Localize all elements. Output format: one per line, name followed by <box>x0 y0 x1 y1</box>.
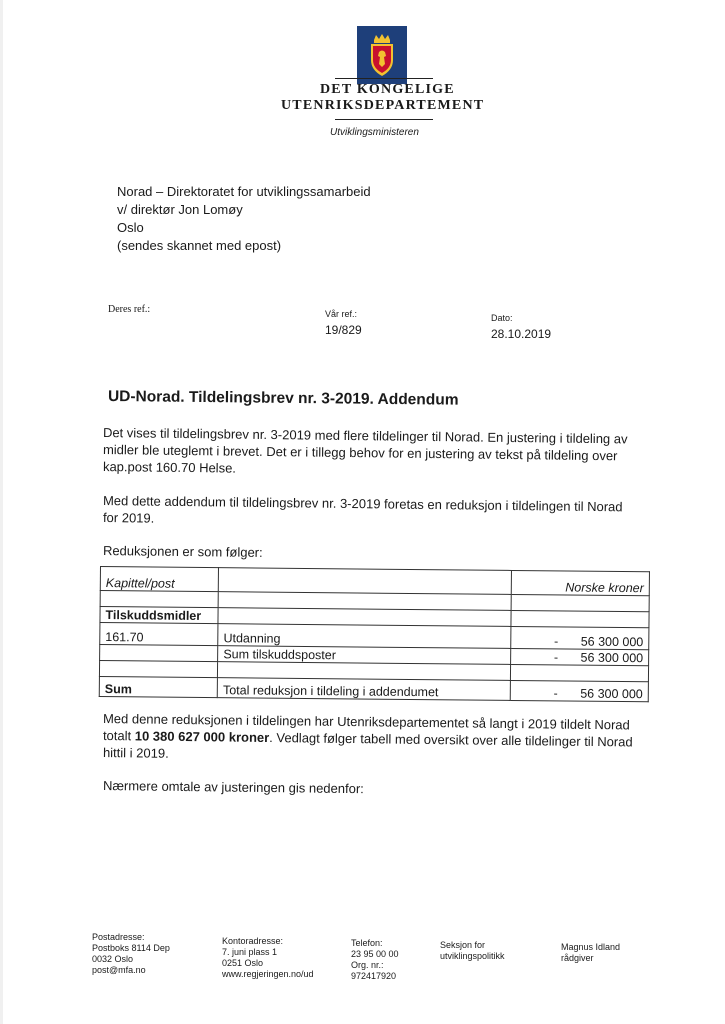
coat-of-arms-icon <box>357 26 407 84</box>
empty-cell <box>100 591 218 608</box>
letterhead-rule-bottom <box>335 119 433 120</box>
paragraph-3: Reduksjonen er som følger: <box>102 543 263 560</box>
footer-postadresse-3: post@mfa.no <box>92 965 146 975</box>
footer-kontor-label: Kontoradresse: <box>222 936 284 946</box>
header-empty <box>218 568 511 595</box>
footer-kontor-1: 7. juni plass 1 <box>222 947 278 957</box>
footer-role: rådgiver <box>561 953 594 963</box>
paragraph-2-line1: Med dette addendum til tildelingsbrev nr. 3-2019 foretas en reduksjon i tildelingen til Norad <box>102 493 623 515</box>
footer-postadresse-1: Postboks 8114 Dep <box>92 943 170 953</box>
dato-value: 28.10.2019 <box>491 327 552 341</box>
row1-desc: Utdanning <box>218 624 511 649</box>
footer-postadresse-label: Postadresse: <box>92 932 145 942</box>
paragraph-2-line2: for 2019. <box>102 510 155 526</box>
row1-amount: 56 300 000 <box>580 634 644 650</box>
footer-telefon-value: 23 95 00 00 <box>351 949 399 959</box>
header-kapittel-post: Kapittel/post <box>100 567 218 592</box>
sum-amount-cell <box>510 680 648 701</box>
empty-cell <box>511 610 649 627</box>
footer-postadresse <box>92 932 170 976</box>
table-row-sum <box>99 676 648 701</box>
dato-label: Dato: <box>491 313 513 323</box>
recipient-line2: v/ direktør Jon Lomøy <box>117 202 243 217</box>
section-label: Tilskuddsmidler <box>100 607 218 624</box>
total-amount: 10 380 627 000 kroner <box>134 728 270 746</box>
row1-amount-cell <box>510 626 648 649</box>
footer-seksjon-2: utviklingspolitikk <box>440 951 505 961</box>
footer-telefon-label: Telefon: <box>351 938 383 948</box>
footer-postadresse-2: 0032 Oslo <box>92 954 134 964</box>
sum-sign: - <box>553 686 558 701</box>
paragraph-4-post: . Vedlagt følger tabell med oversikt over alle tildelinger til Norad <box>269 730 633 750</box>
row2-desc: Sum tilskuddsposter <box>218 646 511 665</box>
paragraph-1-line1: Det vises til tildelingsbrev nr. 3-2019 med flere tildelinger til Norad. En justering i tildeling av <box>102 425 628 447</box>
empty-cell <box>510 664 648 681</box>
paragraph-4-pre: totalt <box>102 728 135 744</box>
header-norske-kroner: Norske kroner <box>511 570 649 595</box>
paragraph-1-line2: midler ble uteglemt i brevet. Det er i tillegg behov for en justering av tekst på tildeling over <box>102 442 618 464</box>
footer-contact <box>561 942 620 964</box>
empty-cell <box>100 645 218 662</box>
deres-ref-label: Deres ref.: <box>108 304 151 315</box>
paragraph-1-line3: kap.post 160.70 Helse. <box>102 459 237 476</box>
footer-kontor-2: 0251 Oslo <box>222 958 264 968</box>
paragraph-5: Nærmere omtale av justeringen gis nedenfor: <box>102 778 364 797</box>
paragraph-4-line1: Med denne reduksjonen i tildelingen har Utenriksdepartementet så langt i 2019 tildelt Norad <box>102 711 630 733</box>
footer-kontor-3: www.regjeringen.no/ud <box>222 969 314 979</box>
scan-edge <box>0 0 3 1024</box>
reduction-table <box>99 566 650 702</box>
letter-title: UD-Norad. Tildelingsbrev nr. 3-2019. Addendum <box>107 388 459 409</box>
footer-seksjon <box>440 940 505 962</box>
sum-amount: 56 300 000 <box>580 686 643 702</box>
row2-amount-cell <box>510 648 648 665</box>
ministry-subtitle: Utviklingsministeren <box>330 127 419 138</box>
row2-amount: 56 300 000 <box>580 650 644 666</box>
empty-cell <box>99 661 217 678</box>
recipient-line3: Oslo <box>117 220 144 235</box>
footer-telefon <box>351 938 399 982</box>
var-ref-value: 19/829 <box>325 323 362 337</box>
footer-seksjon-1: Seksjon for <box>440 940 486 950</box>
paragraph-4-line3: hittil i 2019. <box>102 745 169 761</box>
recipient-line4: (sendes skannet med epost) <box>117 238 282 253</box>
recipient-line1: Norad – Direktoratet for utviklingssamarbeid <box>117 184 371 199</box>
footer-name: Magnus Idland <box>561 942 621 952</box>
footer-org-value: 972417920 <box>351 971 397 981</box>
ministry-name-line1: DET KONGELIGE <box>320 82 455 97</box>
footer-kontoradresse <box>222 936 314 980</box>
var-ref-label: Vår ref.: <box>325 309 358 319</box>
row1-sign: - <box>553 634 559 649</box>
footer-org-label: Org. nr.: <box>351 960 384 970</box>
row2-sign: - <box>553 650 559 665</box>
letterhead-rule-top <box>335 78 433 79</box>
sum-desc: Total reduksjon i tildeling i addendumet <box>217 678 510 701</box>
empty-cell <box>511 594 649 611</box>
row1-post: 161.70 <box>100 623 218 646</box>
ministry-name-line2: UTENRIKSDEPARTEMENT <box>281 98 485 113</box>
sum-label: Sum <box>99 676 217 697</box>
